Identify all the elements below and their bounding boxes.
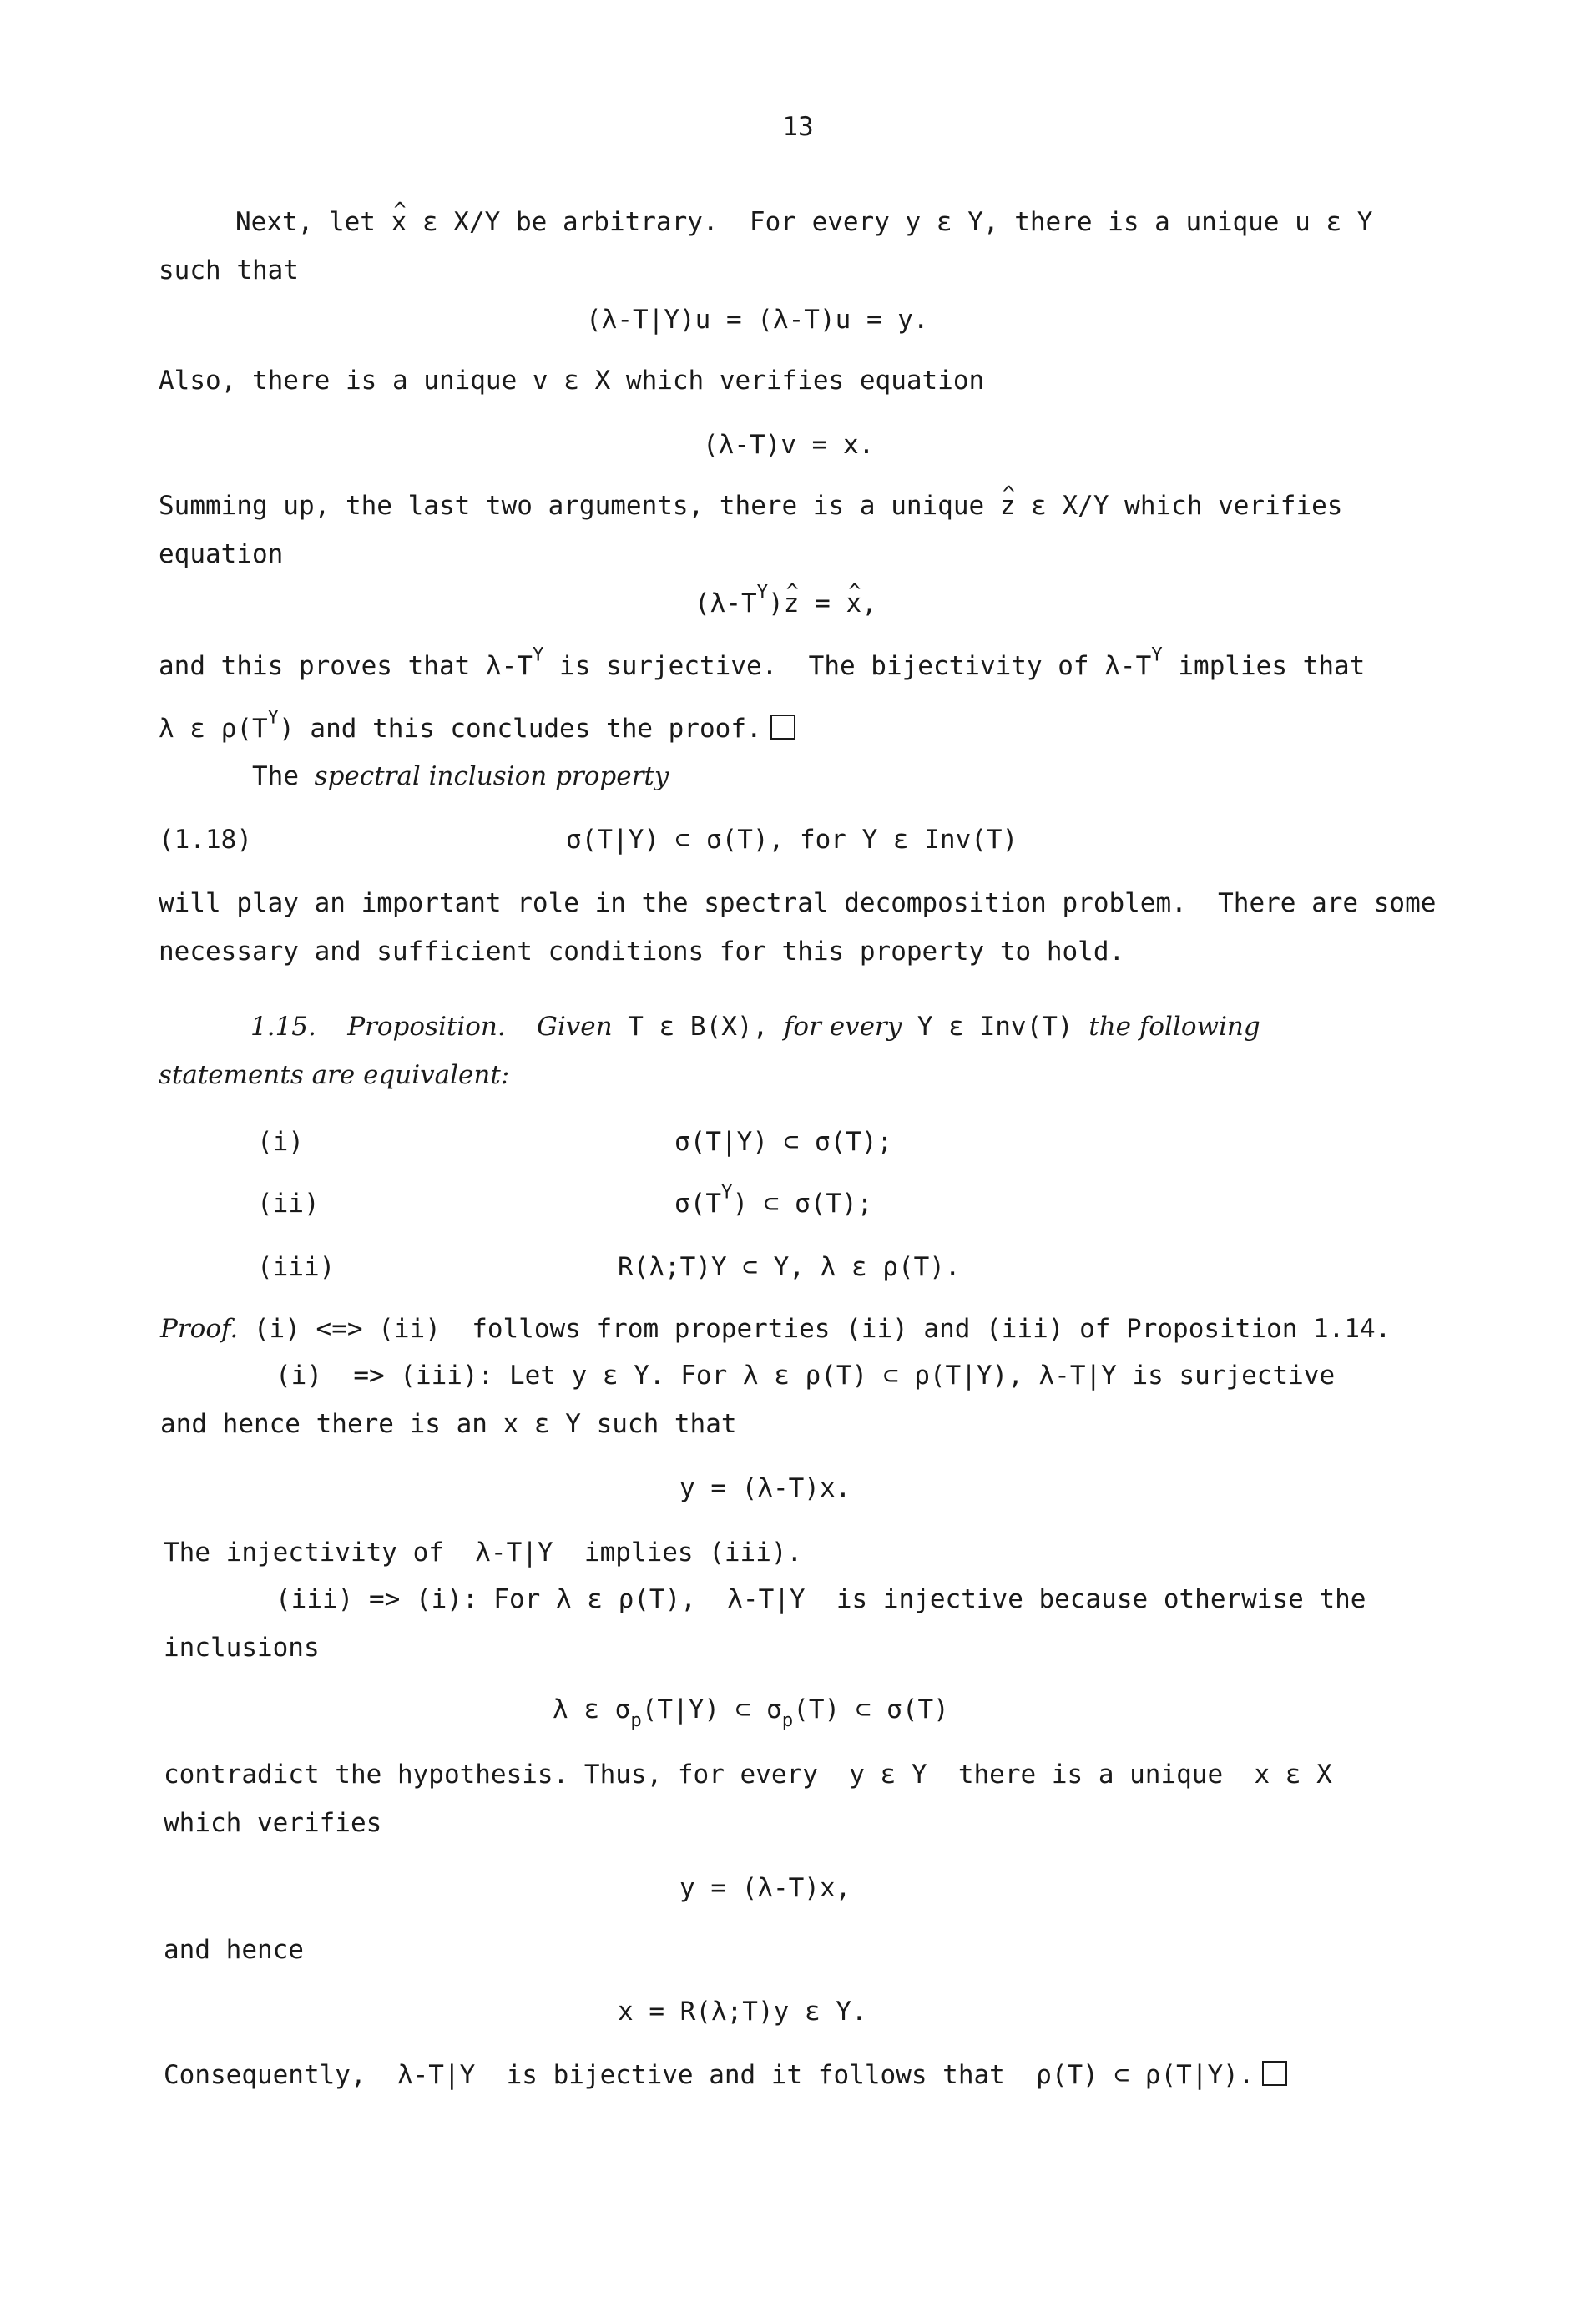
- proposition-heading: 1.15. Proposition. Given T ε B(X), for every Y ε Inv(T) the following: [250, 1012, 1260, 1042]
- paragraph-line: Next, let ^ x ε X/Y be arbitrary. For every y ε Y, there is a unique u ε Y: [235, 205, 1372, 239]
- item-formula: R(λ;T)Y ⊂ Y, λ ε ρ(T).: [618, 1252, 961, 1282]
- equation: (λ-T)v = x.: [703, 430, 875, 460]
- paragraph-line: necessary and sufficient conditions for this property to hold.: [159, 937, 1125, 967]
- qed-square-icon: [770, 715, 795, 740]
- equation: (λ-T|Y)u = (λ-T)u = y.: [586, 305, 929, 335]
- item-label: (iii): [257, 1252, 336, 1282]
- item-label: (ii): [257, 1189, 320, 1219]
- proof-line: Proof. (i) <=> (ii) follows from properties (ii) and (iii) of Proposition 1.14.: [160, 1314, 1391, 1344]
- equation: λ ε $\sigma_p(T|Y)$ ⊂ $\sigma_p(T)$ ⊂ σ(T): [553, 1694, 949, 1732]
- equation: $(\lambda-T^Y)\^{}$ z = ^ x,: [694, 587, 877, 620]
- equation: y = (λ-T)x.: [679, 1473, 851, 1503]
- paragraph-line: equation: [159, 539, 284, 569]
- equation: x = R(λ;T)y ε Y.: [618, 1997, 867, 2027]
- z-hat-symbol: ^ z: [1000, 489, 1016, 523]
- equation: σ(T|Y) ⊂ σ(T), for Y ε Inv(T): [566, 825, 1018, 855]
- equation-label: (1.18): [159, 825, 252, 855]
- proof-line: (iii) => (i): For λ ε ρ(T), λ-T|Y is injective because otherwise the: [275, 1584, 1366, 1614]
- paragraph-line: λ ε $\rho(T^Y)$ and this concludes the proof.: [159, 712, 795, 745]
- proof-line: contradict the hypothesis. Thus, for every y ε Y there is a unique x ε X: [164, 1760, 1332, 1790]
- proof-line: (i) => (iii): Let y ε Y. For λ ε ρ(T) ⊂ ρ(T|Y), λ-T|Y is surjective: [275, 1361, 1336, 1391]
- proof-line: and hence there is an x ε Y such that: [160, 1409, 737, 1439]
- qed-square-icon: [1262, 2061, 1287, 2086]
- proof-word: Proof.: [160, 1314, 239, 1344]
- paragraph-line: will play an important role in the spectral decomposition problem. There are some: [159, 888, 1437, 918]
- x-hat-symbol: ^ x: [391, 205, 407, 239]
- item-label: (i): [257, 1127, 304, 1157]
- proof-line: and hence: [164, 1935, 304, 1965]
- equation: y = (λ-T)x,: [679, 1873, 851, 1903]
- proof-line: The injectivity of λ-T|Y implies (iii).: [164, 1538, 803, 1568]
- item-formula: $\sigma(T^Y)$ ⊂ σ(T);: [674, 1181, 873, 1219]
- paragraph-line: The spectral inclusion property: [252, 761, 669, 791]
- proposition-title: Proposition.: [347, 1012, 506, 1042]
- paragraph-line: such that: [159, 255, 299, 285]
- paragraph-line: and this proves that $\lambda-T^Y$ is surjective. The bijectivity of $\lambda-T^Y$ implies that: [159, 644, 1366, 681]
- paragraph-line: Summing up, the last two arguments, there is a unique ^ z ε X/Y which verifies: [159, 489, 1342, 523]
- proposition-line: statements are equivalent:: [159, 1060, 510, 1090]
- italic-term: spectral inclusion property: [314, 761, 669, 791]
- proof-line: inclusions: [164, 1633, 320, 1663]
- proof-line: Consequently, λ-T|Y is bijective and it follows that ρ(T) ⊂ ρ(T|Y).: [164, 2058, 1287, 2092]
- proof-line: which verifies: [164, 1808, 382, 1838]
- paragraph-line: Also, there is a unique v ε X which verifies equation: [159, 366, 985, 396]
- page-number: 13: [782, 112, 814, 142]
- item-formula: σ(T|Y) ⊂ σ(T);: [674, 1127, 893, 1157]
